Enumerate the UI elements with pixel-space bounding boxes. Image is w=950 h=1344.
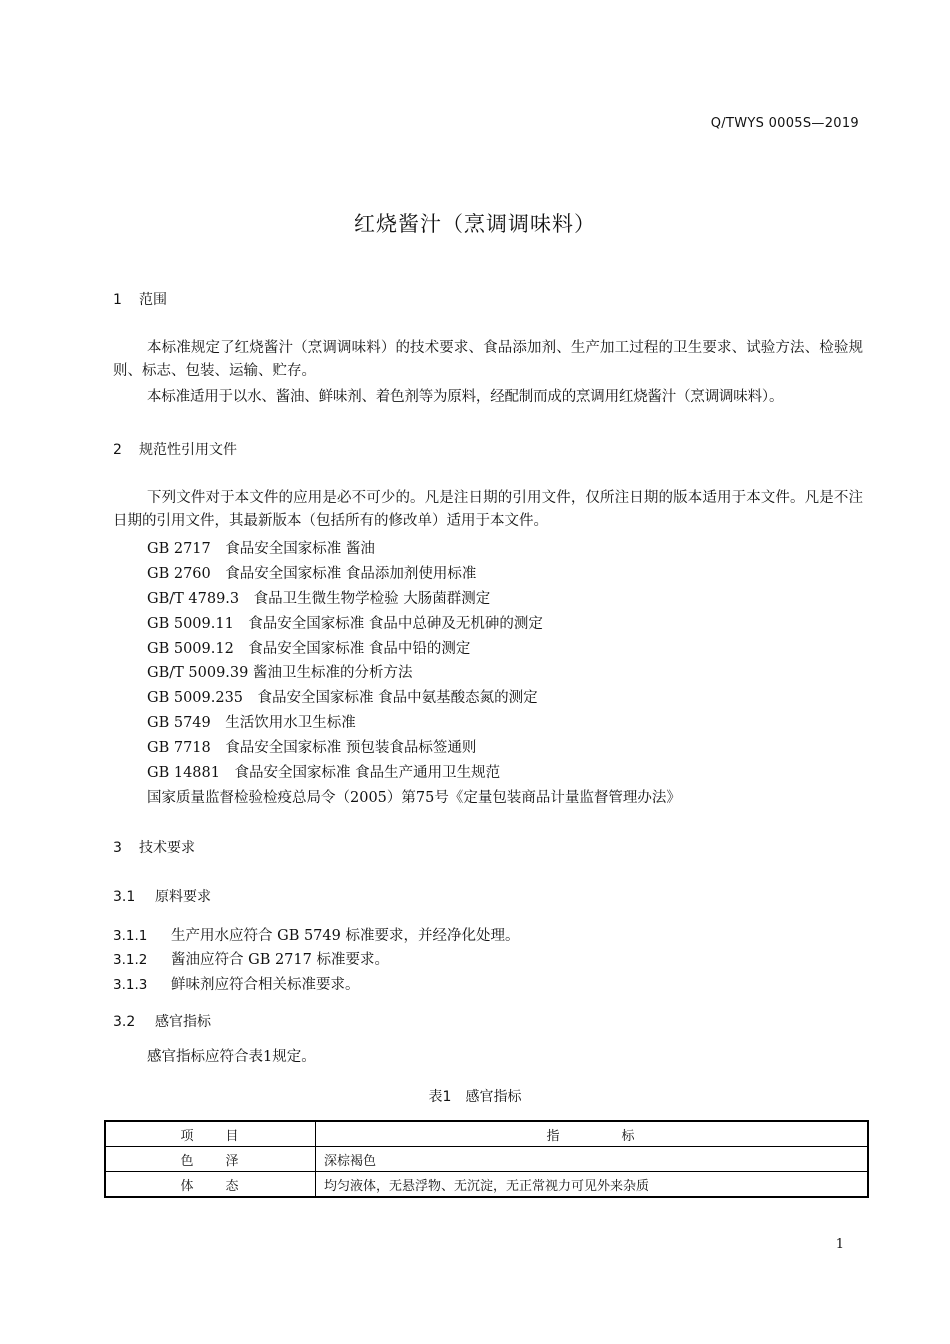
- clause-text: 酱油应符合 GB 2717 标准要求。: [171, 952, 389, 968]
- scope-paragraph-2: 本标准适用于以水、酱油、鲜味剂、着色剂等为原料，经配制而成的烹调用红烧酱汁（烹调调味料）。: [147, 389, 784, 405]
- table-cell: 均匀液体，无悬浮物、无沉淀，无正常视力可见外来杂质: [316, 1172, 869, 1198]
- section-title: 范围: [139, 292, 167, 308]
- section-number: 3.2: [113, 1014, 136, 1030]
- reference-item: GB 2717 食品安全国家标准 酱油: [147, 541, 375, 557]
- section-title: 感官指标: [155, 1014, 211, 1030]
- section-number: 3: [113, 840, 122, 856]
- section-title: 原料要求: [155, 889, 211, 905]
- reference-item: GB 2760 食品安全国家标准 食品添加剂使用标准: [147, 566, 477, 582]
- clause-number: 3.1.3: [113, 977, 148, 993]
- clause-number: 3.1.2: [113, 952, 148, 968]
- section-2-heading: [113, 439, 237, 459]
- section-3-1-heading: [113, 886, 211, 906]
- reference-item: GB 5009.12 食品安全国家标准 食品中铅的测定: [147, 641, 471, 657]
- table-cell: 色 泽: [105, 1147, 316, 1172]
- reference-item: GB 7718 食品安全国家标准 预包装食品标签通则: [147, 740, 477, 756]
- table-header-row: [105, 1121, 868, 1147]
- reference-item: 国家质量监督检验检疫总局令（2005）第75号《定量包装商品计量监督管理办法》: [147, 790, 681, 806]
- section-number: 1: [113, 292, 122, 308]
- section-number: 2: [113, 442, 122, 458]
- sensory-intro: 感官指标应符合表1规定。: [147, 1049, 316, 1065]
- clause-item: [113, 948, 389, 969]
- table-row: [105, 1147, 868, 1172]
- clause-text: 鲜味剂应符合相关标准要求。: [171, 977, 360, 993]
- section-3-2-heading: [113, 1011, 211, 1031]
- reference-item: GB 14881 食品安全国家标准 食品生产通用卫生规范: [147, 765, 501, 781]
- document-title: 红烧酱汁（烹调调味料）: [354, 212, 596, 236]
- section-title: 规范性引用文件: [139, 442, 237, 458]
- table-caption: 表1 感官指标: [428, 1089, 522, 1105]
- section-title: 技术要求: [139, 840, 195, 856]
- table-header-cell: 项 目: [105, 1121, 316, 1147]
- references-intro: 下列文件对于本文件的应用是必不可少的。凡是注日期的引用文件，仅所注日期的版本适用于本文件。凡是不注日期的引用文件，其最新版本（包括所有的修改单）适用于本文件。: [113, 490, 863, 529]
- reference-item: GB/T 4789.3 食品卫生微生物学检验 大肠菌群测定: [147, 591, 491, 607]
- clause-item: [113, 924, 519, 945]
- clause-number: 3.1.1: [113, 928, 148, 944]
- table-header-cell: 指 标: [316, 1121, 869, 1147]
- section-1-heading: [113, 289, 167, 309]
- reference-item: GB 5009.235 食品安全国家标准 食品中氨基酸态氮的测定: [147, 690, 538, 706]
- table-row: [105, 1172, 868, 1198]
- section-number: 3.1: [113, 889, 136, 905]
- reference-item: GB/T 5009.39 酱油卫生标准的分析方法: [147, 665, 413, 681]
- page-number: 1: [835, 1237, 844, 1252]
- table-cell: 深棕褐色: [316, 1147, 869, 1172]
- table-cell: 体 态: [105, 1172, 316, 1198]
- reference-item: GB 5009.11 食品安全国家标准 食品中总砷及无机砷的测定: [147, 616, 543, 632]
- scope-paragraph-1: 本标准规定了红烧酱汁（烹调调味料）的技术要求、食品添加剂、生产加工过程的卫生要求、试验方法、检验规则、标志、包装、运输、贮存。: [113, 340, 863, 379]
- standard-code: Q/TWYS 0005S—2019: [710, 116, 859, 131]
- clause-item: [113, 973, 360, 994]
- section-3-heading: [113, 837, 195, 857]
- clause-text: 生产用水应符合 GB 5749 标准要求，并经净化处理。: [171, 928, 520, 944]
- sensory-table: [104, 1120, 869, 1198]
- reference-item: GB 5749 生活饮用水卫生标准: [147, 715, 356, 731]
